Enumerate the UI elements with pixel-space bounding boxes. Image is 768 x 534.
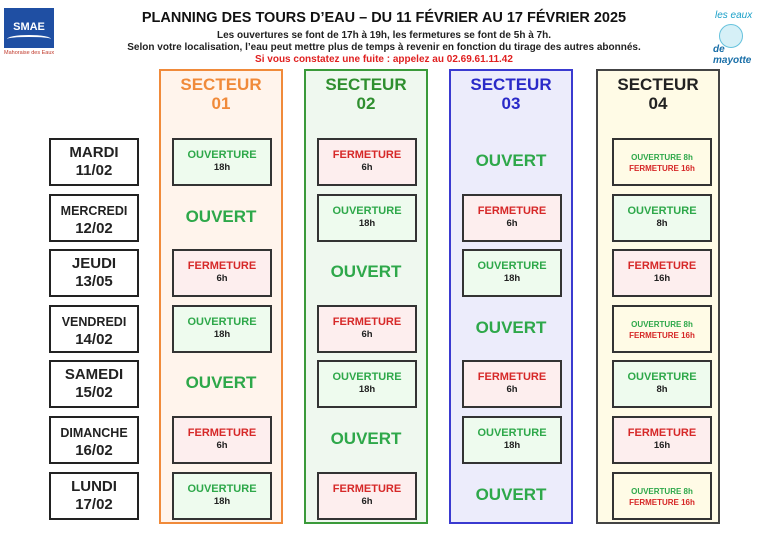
sector-04-column (596, 69, 720, 524)
day-name: DIMANCHE (60, 426, 128, 440)
sector-02-label: SECTEUR (325, 75, 407, 94)
status-open: OUVERT (475, 485, 547, 504)
status-open: OUVERT (185, 207, 257, 226)
eaux-de-mayotte-logo (705, 8, 763, 66)
schedule-cell-mixed (612, 138, 712, 186)
schedule-cell-opening (317, 194, 417, 242)
sector-01-label: SECTEUR (180, 75, 262, 94)
cell-label: FERMETURE (477, 371, 547, 383)
cell-label: FERMETURE (477, 205, 547, 217)
schedule-cell-opening (317, 360, 417, 408)
sector-02-number: 02 (356, 94, 376, 113)
schedule-cell-opening (172, 305, 272, 353)
schedule-cell-closing (462, 360, 562, 408)
opening-line: OUVERTURE 8h (631, 487, 693, 496)
schedule-cell-closing (317, 305, 417, 353)
day-date: 17/02 (75, 496, 113, 513)
day-label (49, 360, 139, 408)
cell-label: OUVERTURE (627, 205, 697, 217)
logo-right-line2: de mayotte (713, 44, 752, 66)
day-date: 13/05 (75, 273, 113, 290)
cell-time: 18h (358, 218, 376, 229)
cell-time: 18h (503, 440, 521, 451)
day-name: MERCREDI (60, 204, 128, 218)
cell-label: OUVERTURE (187, 483, 257, 495)
schedule-cell-opening (172, 472, 272, 520)
day-name: VENDREDI (61, 315, 127, 329)
sector-01-number: 01 (211, 94, 231, 113)
schedule-cell-closing (612, 249, 712, 297)
day-date: 11/02 (75, 162, 113, 179)
status-open: OUVERT (330, 262, 402, 281)
day-name: LUNDI (71, 478, 117, 495)
page-title: PLANNING DES TOURS D’EAU – DU 11 FÉVRIER AU 17 FÉVRIER 2025 (141, 10, 627, 26)
day-date: 16/02 (75, 442, 113, 459)
schedule-cell-closing (172, 249, 272, 297)
closing-line: FERMETURE 16h (629, 164, 695, 173)
hours-info: Les ouvertures se font de 17h à 19h, les fermetures se font de 5h à 7h. (216, 30, 551, 41)
cell-label: FERMETURE (187, 427, 257, 439)
smae-logo-subtitle: Mahoraise des Eaux (4, 50, 55, 56)
day-date: 12/02 (75, 220, 113, 237)
schedule-cell-closing (317, 472, 417, 520)
sector-04-label: SECTEUR (617, 75, 699, 94)
opening-line: OUVERTURE 8h (631, 153, 693, 162)
schedule-cell-closing (462, 194, 562, 242)
cell-time: 6h (361, 162, 373, 173)
closing-line: FERMETURE 16h (629, 331, 695, 340)
day-date: 14/02 (75, 331, 113, 348)
day-label (49, 194, 139, 242)
status-open: OUVERT (185, 373, 257, 392)
cell-label: OUVERTURE (332, 205, 402, 217)
status-open: OUVERT (330, 429, 402, 448)
schedule-cell-mixed (612, 305, 712, 353)
cell-time: 8h (656, 384, 668, 395)
cell-label: FERMETURE (187, 260, 257, 272)
cell-time: 16h (653, 273, 671, 284)
day-date: 15/02 (75, 384, 113, 401)
opening-line: OUVERTURE 8h (631, 320, 693, 329)
day-label (49, 305, 139, 353)
cell-label: FERMETURE (627, 427, 697, 439)
cell-label: FERMETURE (627, 260, 697, 272)
day-name: JEUDI (71, 255, 117, 272)
cell-time: 8h (656, 218, 668, 229)
cell-time: 18h (213, 162, 231, 173)
day-label (49, 249, 139, 297)
cell-label: OUVERTURE (477, 427, 547, 439)
schedule-cell-closing (172, 416, 272, 464)
schedule-cell-closing (317, 138, 417, 186)
day-name: MARDI (69, 144, 119, 161)
cell-label: FERMETURE (332, 316, 402, 328)
cell-time: 18h (358, 384, 376, 395)
cell-time: 18h (213, 496, 231, 507)
schedule-cell-opening (462, 249, 562, 297)
cell-label: OUVERTURE (627, 371, 697, 383)
schedule-cell-opening (462, 416, 562, 464)
day-label (49, 472, 139, 520)
logo-right-line1: les eaux (715, 10, 753, 21)
closing-line: FERMETURE 16h (629, 498, 695, 507)
schedule-cell-mixed (612, 472, 712, 520)
cell-label: FERMETURE (332, 483, 402, 495)
cell-time: 18h (503, 273, 521, 284)
cell-time: 18h (213, 329, 231, 340)
cell-time: 6h (216, 273, 228, 284)
schedule-cell-closing (612, 416, 712, 464)
sector-02-column (304, 69, 428, 524)
leak-alert: Si vous constatez une fuite : appelez au 02.69.61.11.42 (255, 54, 513, 65)
cell-label: OUVERTURE (187, 316, 257, 328)
smae-logo-name: SMAE (13, 21, 45, 33)
sector-01-column (159, 69, 283, 524)
cell-time: 6h (361, 329, 373, 340)
schedule-cell-opening (612, 194, 712, 242)
delay-info: Selon votre localisation, l’eau peut mettre plus de temps à revenir en fonction du tirage des autres abonnés. (127, 42, 641, 53)
cell-label: OUVERTURE (477, 260, 547, 272)
sector-04-number: 04 (648, 94, 668, 113)
sector-03-label: SECTEUR (470, 75, 552, 94)
day-label (49, 138, 139, 186)
schedule-cell-opening (172, 138, 272, 186)
cell-time: 6h (361, 496, 373, 507)
cell-time: 6h (506, 218, 518, 229)
cell-time: 6h (506, 384, 518, 395)
sector-03-number: 03 (501, 94, 521, 113)
cell-label: OUVERTURE (332, 371, 402, 383)
sector-03-column (449, 69, 573, 524)
schedule-cell-opening (612, 360, 712, 408)
cell-time: 16h (653, 440, 671, 451)
cell-label: FERMETURE (332, 149, 402, 161)
day-label (49, 416, 139, 464)
status-open: OUVERT (475, 318, 547, 337)
status-open: OUVERT (475, 151, 547, 170)
cell-time: 6h (216, 440, 228, 451)
day-name: SAMEDI (64, 366, 124, 383)
cell-label: OUVERTURE (187, 149, 257, 161)
